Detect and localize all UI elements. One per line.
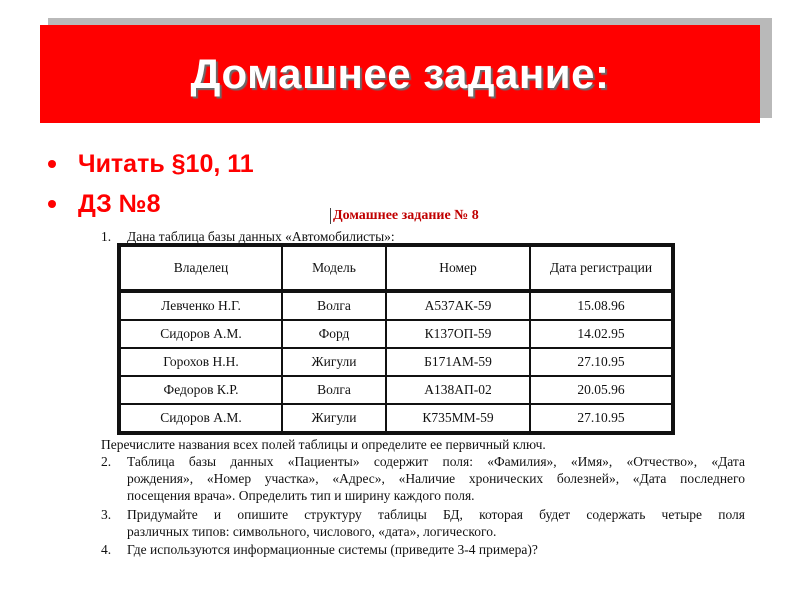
table-cell: Левченко Н.Г. <box>120 292 282 320</box>
bullet-list <box>48 144 254 224</box>
table-row <box>120 376 672 404</box>
table-cell: Федоров К.Р. <box>120 376 282 404</box>
task1-question: Перечислите названия всех полей таблицы и определите ее первичный ключ. <box>101 437 546 452</box>
task2-line: посещения врача». Определить тип и ширину каждого поля. <box>127 488 475 503</box>
task2-line: Таблица базы данных «Пациенты» содержит поля: «Фамилия», «Имя», «Отчество», «Дата <box>127 454 745 469</box>
table-header-cell: Номер <box>386 246 530 292</box>
table-cell: Б171АМ-59 <box>386 348 530 376</box>
table-cell: А537АК-59 <box>386 292 530 320</box>
task2-line: рождения», «Номер участка», «Адрес», «Наличие хронических болезней», «Дата последнего <box>127 471 745 486</box>
table-cell: Сидоров А.М. <box>120 320 282 348</box>
table-header-cell: Владелец <box>120 246 282 292</box>
task1-intro: Дана таблица базы данных «Автомобилисты»: <box>127 229 395 244</box>
bullet-item <box>48 144 254 184</box>
bullet-dot-icon <box>48 200 56 208</box>
table-header-cell: Модель <box>282 246 386 292</box>
table-cell: Форд <box>282 320 386 348</box>
table-row <box>120 292 672 320</box>
task-number: 2. <box>101 454 112 469</box>
table-cell: А138АП-02 <box>386 376 530 404</box>
slide-title: Домашнее задание: <box>190 50 610 97</box>
title-bar <box>40 25 760 123</box>
table-cell: Сидоров А.М. <box>120 404 282 432</box>
bullet-dot-icon <box>48 160 56 168</box>
bullet-text: Читать §10, 11 <box>78 149 254 178</box>
table-cell: 15.08.96 <box>530 292 672 320</box>
table-cell: 27.10.95 <box>530 348 672 376</box>
task3-line: Придумайте и опишите структуру таблицы БД, которая будет содержать четыре поля <box>127 507 745 522</box>
task4-text: Где используются информационные системы (приведите 3-4 примера)? <box>127 542 538 557</box>
table-row <box>120 320 672 348</box>
table-cell: Жигули <box>282 404 386 432</box>
task-number: 1. <box>101 229 112 244</box>
table-cell: К735ММ-59 <box>386 404 530 432</box>
homework-heading: Домашнее задание № 8 <box>330 208 479 224</box>
table-header-cell: Дата регистрации <box>530 246 672 292</box>
table-header-row <box>120 246 672 292</box>
task3-line: различных типов: символьного, числового, «дата», логического. <box>127 524 497 539</box>
table-cell: Жигули <box>282 348 386 376</box>
table-cell: 27.10.95 <box>530 404 672 432</box>
table-cell: Волга <box>282 376 386 404</box>
table-cell: Горохов Н.Н. <box>120 348 282 376</box>
bullet-item <box>48 184 254 224</box>
bullet-text: ДЗ №8 <box>78 189 161 218</box>
table-cell: 20.05.96 <box>530 376 672 404</box>
table-cell: 14.02.95 <box>530 320 672 348</box>
automobilists-table <box>117 243 675 435</box>
table-row <box>120 404 672 432</box>
table-row <box>120 348 672 376</box>
task-number: 3. <box>101 507 112 522</box>
table-cell: Волга <box>282 292 386 320</box>
task-number: 4. <box>101 542 112 557</box>
table-cell: К137ОП-59 <box>386 320 530 348</box>
